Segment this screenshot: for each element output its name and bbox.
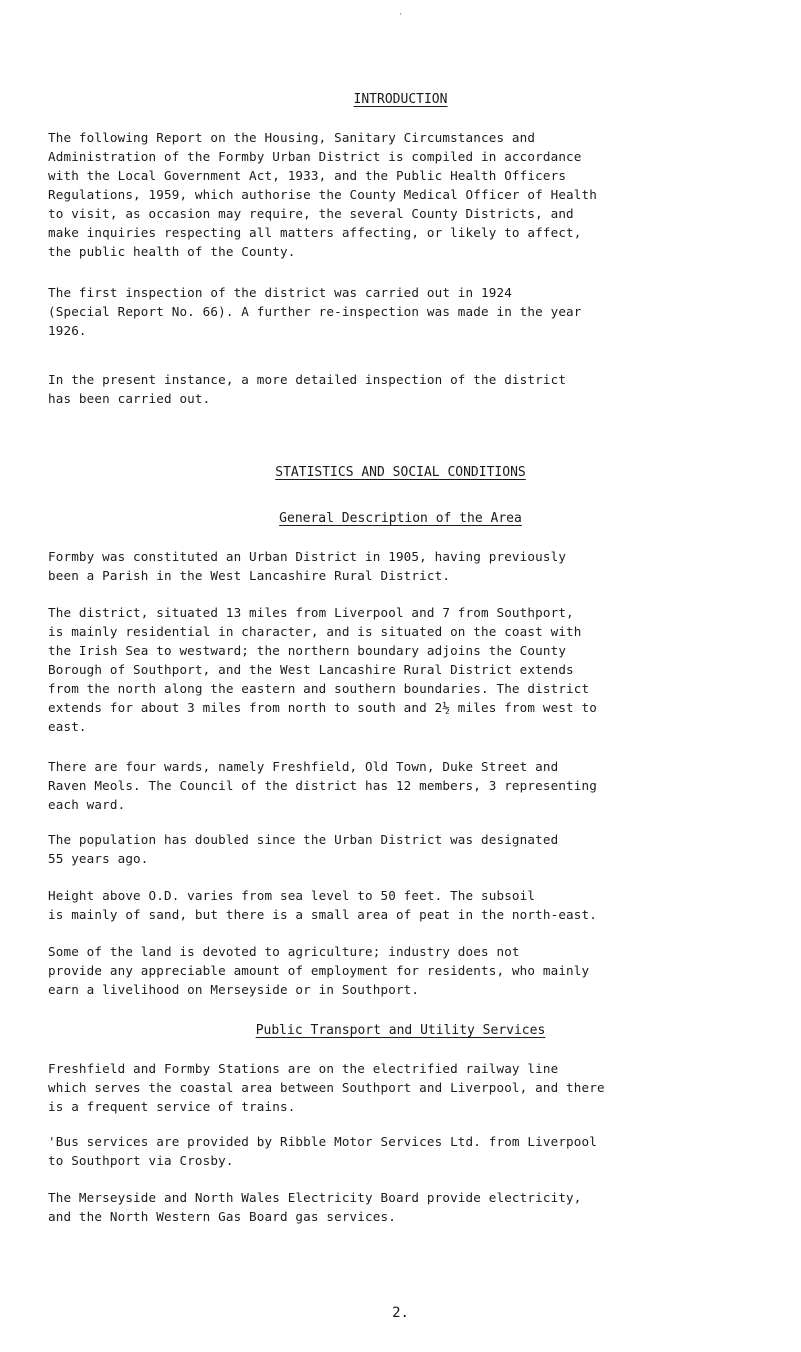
general-paragraph-1: Formby was constituted an Urban District in 1905, having previously been a Parish in the West Lancashire Rural District. <box>48 549 567 583</box>
statistics-heading: STATISTICS AND SOCIAL CONDITIONS <box>275 465 526 480</box>
general-description-heading: General Description of the Area <box>279 511 522 526</box>
general-paragraph-4: The population has doubled since the Urban District was designated 55 years ago. <box>48 832 559 866</box>
general-paragraph-3: There are four wards, namely Freshfield, Old Town, Duke Street and Raven Meols. The Council of the district has 12 members, 3 representing each ward. <box>48 759 597 812</box>
transport-heading: Public Transport and Utility Services <box>255 1023 546 1038</box>
intro-paragraph-3: In the present instance, a more detailed inspection of the district has been carried out. <box>48 372 567 406</box>
transport-paragraph-1: Freshfield and Formby Stations are on the electrified railway line which serves the coastal area between Southport and Liverpool, and there is a frequent service of trains. <box>48 1061 605 1114</box>
general-paragraph-6: Some of the land is devoted to agriculture; industry does not provide any appreciable amount of employment for residents, who mainly earn a livelihood on Merseyside or in Southport. <box>48 944 590 997</box>
intro-paragraph-1: The following Report on the Housing, Sanitary Circumstances and Administration of the Formby Urban District is compiled in accordance with the Local Government Act, 1933, and the Public Health Officers Regulations, 1959, which authorise the County Medical Officer of Health to visit, as occasion may require, the several County Districts, and make inquiries respecting all matters affecting, or likely to affect, the public health of the County. <box>48 130 597 259</box>
intro-heading: INTRODUCTION <box>353 92 448 107</box>
scan-mark: · <box>398 10 404 20</box>
transport-paragraph-3: The Merseyside and North Wales Electricity Board provide electricity, and the North Western Gas Board gas services. <box>48 1190 582 1224</box>
page-number: 2. <box>392 1305 409 1321</box>
intro-paragraph-2: The first inspection of the district was carried out in 1924 (Special Report No. 66). A further re-inspection was made in the year 1926. <box>48 285 582 338</box>
general-paragraph-2: The district, situated 13 miles from Liverpool and 7 from Southport, is mainly residential in character, and is situated on the coast with the Irish Sea to westward; the northern boundary adjoins the County Borough of Southport, and the West Lancashire Rural District extends from the north along the eastern and southern boundaries. The district extends for about 3 miles from north to south and 2½ miles from west to east. <box>48 605 597 734</box>
transport-paragraph-2: 'Bus services are provided by Ribble Motor Services Ltd. from Liverpool to Southport via Crosby. <box>48 1134 597 1168</box>
general-paragraph-5: Height above O.D. varies from sea level to 50 feet. The subsoil is mainly of sand, but there is a small area of peat in the north-east. <box>48 888 597 922</box>
